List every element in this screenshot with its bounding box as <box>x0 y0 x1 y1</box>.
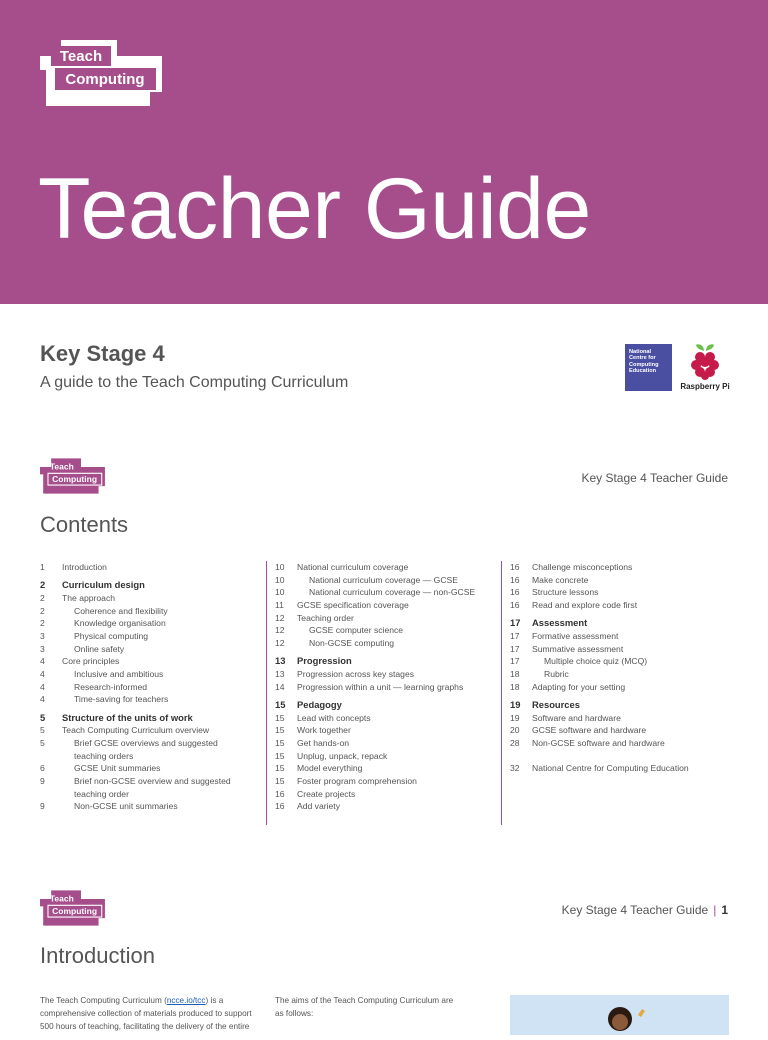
toc-entry-title: Assessment <box>532 617 588 629</box>
toc-entry-title: Formative assessment <box>532 630 619 641</box>
toc-entry-title: teaching order <box>74 788 129 799</box>
toc-page-number: 5 <box>40 725 45 736</box>
toc-page-number: 10 <box>275 562 285 572</box>
toc-entry-title: Software and hardware <box>532 712 621 723</box>
toc-page-number: 9 <box>40 801 45 812</box>
toc-entry-title: Progression <box>297 655 352 667</box>
toc-entry[interactable] <box>510 724 729 737</box>
toc-entry-title: Introduction <box>62 562 107 572</box>
toc-entry-title: Challenge misconceptions <box>532 562 633 572</box>
toc-page-number: 28 <box>510 737 520 748</box>
toc-page-number: 15 <box>275 725 285 736</box>
toc-page-number: 15 <box>275 763 285 774</box>
toc-entry[interactable] <box>275 624 488 637</box>
toc-entry-title: GCSE specification coverage <box>297 600 409 611</box>
logo-line2: Computing <box>65 71 145 88</box>
toc-entry-title: Inclusive and ambitious <box>74 669 164 679</box>
toc-entry[interactable] <box>275 681 488 694</box>
toc-entry-title: Make concrete <box>532 574 589 585</box>
toc-entry[interactable] <box>275 724 488 737</box>
toc-entry-title: Teaching order <box>297 612 354 623</box>
toc-entry-title: Progression across key stages <box>297 669 415 679</box>
toc-section-heading[interactable] <box>275 699 488 712</box>
toc-entry[interactable] <box>275 800 488 813</box>
toc-entry[interactable] <box>275 612 488 625</box>
toc-entry-title: Knowledge organisation <box>74 618 166 629</box>
logo-line1: Teach <box>59 48 103 65</box>
toc-page-number: 4 <box>40 669 45 679</box>
intro-text: The Teach Computing Curriculum ( <box>40 996 167 1005</box>
toc-entry-title: Add variety <box>297 801 340 812</box>
toc-column-1 <box>40 561 260 813</box>
toc-entry[interactable] <box>510 668 729 681</box>
toc-page-number: 9 <box>40 776 45 786</box>
toc-page-number: 16 <box>510 562 520 572</box>
toc-entry[interactable] <box>510 561 729 574</box>
toc-entry-title: Research-informed <box>74 681 148 692</box>
toc-entry-title: Pedagogy <box>297 698 342 710</box>
toc-entry-title: Get hands-on <box>297 737 350 748</box>
toc-entry[interactable] <box>510 712 729 725</box>
toc-entry-title: Physical computing <box>74 630 149 641</box>
toc-entry-title: Teach Computing Curriculum overview <box>62 725 210 736</box>
toc-page-number: 15 <box>275 776 285 786</box>
toc-entry[interactable] <box>40 592 260 605</box>
toc-section-heading[interactable] <box>40 712 260 725</box>
toc-entry-title: National curriculum coverage — GCSE <box>309 574 459 585</box>
toc-entry[interactable] <box>510 762 729 775</box>
toc-entry[interactable] <box>275 668 488 681</box>
toc-page-number: 14 <box>275 681 285 692</box>
toc-section-heading[interactable] <box>510 699 729 712</box>
toc-section-heading[interactable] <box>40 579 260 592</box>
toc-page-number: 4 <box>40 694 45 705</box>
toc-entry[interactable] <box>275 737 488 750</box>
toc-entry-title: Time-saving for teachers <box>74 694 169 705</box>
toc-page-number: 3 <box>40 643 45 654</box>
toc-entry-title: National curriculum coverage — non-GCSE <box>309 587 476 598</box>
toc-entry[interactable] <box>275 637 488 650</box>
toc-page-number: 20 <box>510 725 520 736</box>
cover-title: Teacher Guide <box>38 161 591 257</box>
toc-entry-title: teaching orders <box>74 750 134 761</box>
intro-column-2 <box>275 994 495 1020</box>
toc-page-number: 1 <box>40 562 45 572</box>
toc-page-number: 2 <box>40 579 46 591</box>
toc-page-number: 16 <box>510 600 520 611</box>
toc-page-number: 2 <box>40 592 45 603</box>
toc-entry[interactable] <box>40 681 260 694</box>
toc-entry-title: Non-GCSE computing <box>309 638 395 649</box>
toc-entry[interactable] <box>275 574 488 587</box>
toc-page-number: 17 <box>510 630 520 641</box>
toc-page-number: 10 <box>275 587 285 598</box>
key-stage-subtitle: A guide to the Teach Computing Curriculum <box>40 374 349 391</box>
toc-page-number: 16 <box>275 788 285 799</box>
raspberry-pi-logo <box>680 343 730 393</box>
toc-entry-title: Summative assessment <box>532 643 624 654</box>
toc-entry-title: Progression within a unit — learning graphs <box>297 681 464 692</box>
toc-entry-title: The approach <box>62 592 116 603</box>
toc-entry[interactable] <box>40 737 260 750</box>
toc-page-number: 19 <box>510 698 521 710</box>
toc-page-number: 18 <box>510 669 520 679</box>
toc-entry-title: Unplug, unpack, repack <box>297 750 388 761</box>
toc-entry[interactable] <box>510 630 729 643</box>
toc-entry-title: Multiple choice quiz (MCQ) <box>544 656 648 667</box>
toc-entry[interactable] <box>275 762 488 775</box>
logo-line2: Computing <box>52 905 98 916</box>
toc-entry[interactable] <box>510 574 729 587</box>
toc-entry[interactable] <box>275 788 488 801</box>
toc-page-number: 2 <box>40 605 45 616</box>
teach-computing-logo-small <box>40 458 106 494</box>
running-head-with-page <box>562 903 728 917</box>
toc-entry[interactable] <box>40 775 260 788</box>
toc-entry[interactable] <box>510 655 729 668</box>
toc-page-number: 13 <box>275 655 286 667</box>
toc-entry[interactable] <box>40 762 260 775</box>
running-head: Key Stage 4 Teacher Guide <box>581 471 728 485</box>
toc-entry[interactable] <box>40 668 260 681</box>
toc-entry[interactable] <box>510 643 729 656</box>
toc-entry[interactable] <box>510 599 729 612</box>
toc-page-number: 5 <box>40 711 46 723</box>
toc-entry[interactable] <box>40 788 260 801</box>
logo-line1: Teach <box>49 893 74 904</box>
toc-entry-title: GCSE Unit summaries <box>74 763 161 774</box>
toc-entry[interactable] <box>275 561 488 574</box>
ncce-logo <box>625 344 672 391</box>
toc-entry[interactable] <box>40 800 260 813</box>
toc-entry-title: Read and explore code first <box>532 600 638 611</box>
toc-page-number: 10 <box>275 574 285 585</box>
toc-page-number: 15 <box>275 698 286 710</box>
toc-entry-title: National Centre for Computing Education <box>532 762 689 773</box>
toc-entry-title: Online safety <box>74 643 125 654</box>
toc-page-number: 32 <box>510 762 520 773</box>
toc-page-number: 12 <box>275 612 285 623</box>
intro-line <box>40 994 265 1007</box>
toc-entry-title: Adapting for your setting <box>532 681 626 692</box>
toc-page-number <box>40 750 62 763</box>
logo-line2: Computing <box>52 473 98 484</box>
toc-entry-title: Coherence and flexibility <box>74 605 168 616</box>
toc-entry-title: Model everything <box>297 763 363 774</box>
toc-entry-title: Resources <box>532 698 580 710</box>
toc-page-number: 15 <box>275 712 285 723</box>
toc-entry-title: Core principles <box>62 656 120 667</box>
teach-computing-logo <box>40 40 164 106</box>
toc-entry-title: GCSE computer science <box>309 625 404 636</box>
toc-page-number: 11 <box>275 600 284 611</box>
toc-entry[interactable] <box>40 750 260 763</box>
toc-entry-title: Foster program comprehension <box>297 776 417 786</box>
contents-title: Contents <box>40 512 129 537</box>
toc-page-number: 17 <box>510 643 520 654</box>
ncce-tcc-link[interactable]: ncce.io/tcc <box>166 996 206 1005</box>
toc-section-heading[interactable] <box>510 617 729 630</box>
toc-section-heading[interactable] <box>275 655 488 668</box>
teacher-illustration <box>510 995 729 1035</box>
toc-page-number: 16 <box>510 574 520 585</box>
logo-line1: Teach <box>49 461 74 472</box>
toc-page-number: 13 <box>275 669 285 679</box>
ncce-logo-line: National <box>629 349 652 355</box>
toc-page-number: 4 <box>40 681 45 692</box>
toc-entry-title: Rubric <box>544 669 569 679</box>
toc-entry[interactable] <box>510 737 729 750</box>
toc-entry-title: Lead with concepts <box>297 712 371 723</box>
toc-entry[interactable] <box>510 681 729 694</box>
intro-column-1 <box>40 994 265 1033</box>
toc-entry[interactable] <box>275 775 488 788</box>
running-head-text: Key Stage 4 Teacher Guide <box>561 903 709 917</box>
toc-entry-title: Curriculum design <box>62 579 145 591</box>
toc-entry-title: GCSE software and hardware <box>532 725 647 736</box>
ncce-logo-line: Education <box>629 368 657 375</box>
toc-page-number <box>40 788 62 801</box>
toc-page-number: 12 <box>275 625 285 636</box>
intro-illustration <box>510 995 729 1035</box>
toc-entry[interactable] <box>510 586 729 599</box>
raspberry-icon <box>680 343 730 381</box>
toc-column-2 <box>266 561 488 825</box>
ncce-logo-line: Computing <box>629 361 659 368</box>
toc-entry-title: Structure lessons <box>532 587 599 598</box>
intro-text: ) is a <box>205 996 224 1005</box>
intro-line: The aims of the Teach Computing Curriculum are <box>275 996 454 1005</box>
toc-entry-title: Brief non-GCSE overview and suggested <box>74 776 231 786</box>
key-stage-title: Key Stage 4 <box>40 341 165 366</box>
page-number: 1 <box>721 903 728 917</box>
ncce-logo-line: Centre for <box>629 355 656 362</box>
toc-entry[interactable] <box>40 605 260 618</box>
intro-line: 500 hours of teaching, facilitating the delivery of the entire <box>40 1022 250 1031</box>
toc-page-number: 3 <box>40 630 45 641</box>
toc-entry[interactable] <box>40 693 260 706</box>
toc-page-number: 5 <box>40 737 45 748</box>
toc-page-number: 18 <box>510 681 520 692</box>
running-head-separator: | <box>713 903 717 917</box>
toc-entry[interactable] <box>40 724 260 737</box>
toc-entry-title: Non-GCSE software and hardware <box>532 737 665 748</box>
toc-page-number: 17 <box>510 656 520 667</box>
toc-entry[interactable] <box>275 599 488 612</box>
teach-computing-logo-small <box>40 890 106 926</box>
toc-entry[interactable] <box>40 561 260 574</box>
toc-entry[interactable] <box>40 630 260 643</box>
toc-entry[interactable] <box>40 655 260 668</box>
toc-page-number: 4 <box>40 656 45 667</box>
toc-entry-title: National curriculum coverage <box>297 562 409 572</box>
toc-entry[interactable] <box>40 617 260 630</box>
raspberry-pi-label: Raspberry Pi <box>680 382 730 391</box>
toc-entry[interactable] <box>40 643 260 656</box>
toc-entry-title: Create projects <box>297 788 356 799</box>
toc-column-3 <box>501 561 729 825</box>
toc-page-number: 19 <box>510 712 520 723</box>
toc-page-number: 2 <box>40 618 45 629</box>
toc-entry-title: Non-GCSE unit summaries <box>74 801 178 812</box>
toc-page-number: 15 <box>275 750 285 761</box>
toc-page-number: 17 <box>510 617 521 629</box>
toc-page-number: 15 <box>275 737 285 748</box>
toc-entry-title: Structure of the units of work <box>62 711 193 723</box>
introduction-title: Introduction <box>40 943 155 968</box>
intro-line: as follows: <box>275 1009 314 1018</box>
toc-entry[interactable] <box>275 750 488 763</box>
toc-page-number: 6 <box>40 763 45 774</box>
toc-entry[interactable] <box>275 712 488 725</box>
toc-page-number: 16 <box>510 587 520 598</box>
toc-page-number: 12 <box>275 638 285 649</box>
cover-banner <box>0 0 768 304</box>
toc-entry-title: Brief GCSE overviews and suggested <box>74 737 218 748</box>
intro-line: comprehensive collection of materials produced to support <box>40 1009 252 1018</box>
toc-entry[interactable] <box>275 586 488 599</box>
toc-entry-title: Work together <box>297 725 351 736</box>
toc-page-number: 16 <box>275 801 285 812</box>
